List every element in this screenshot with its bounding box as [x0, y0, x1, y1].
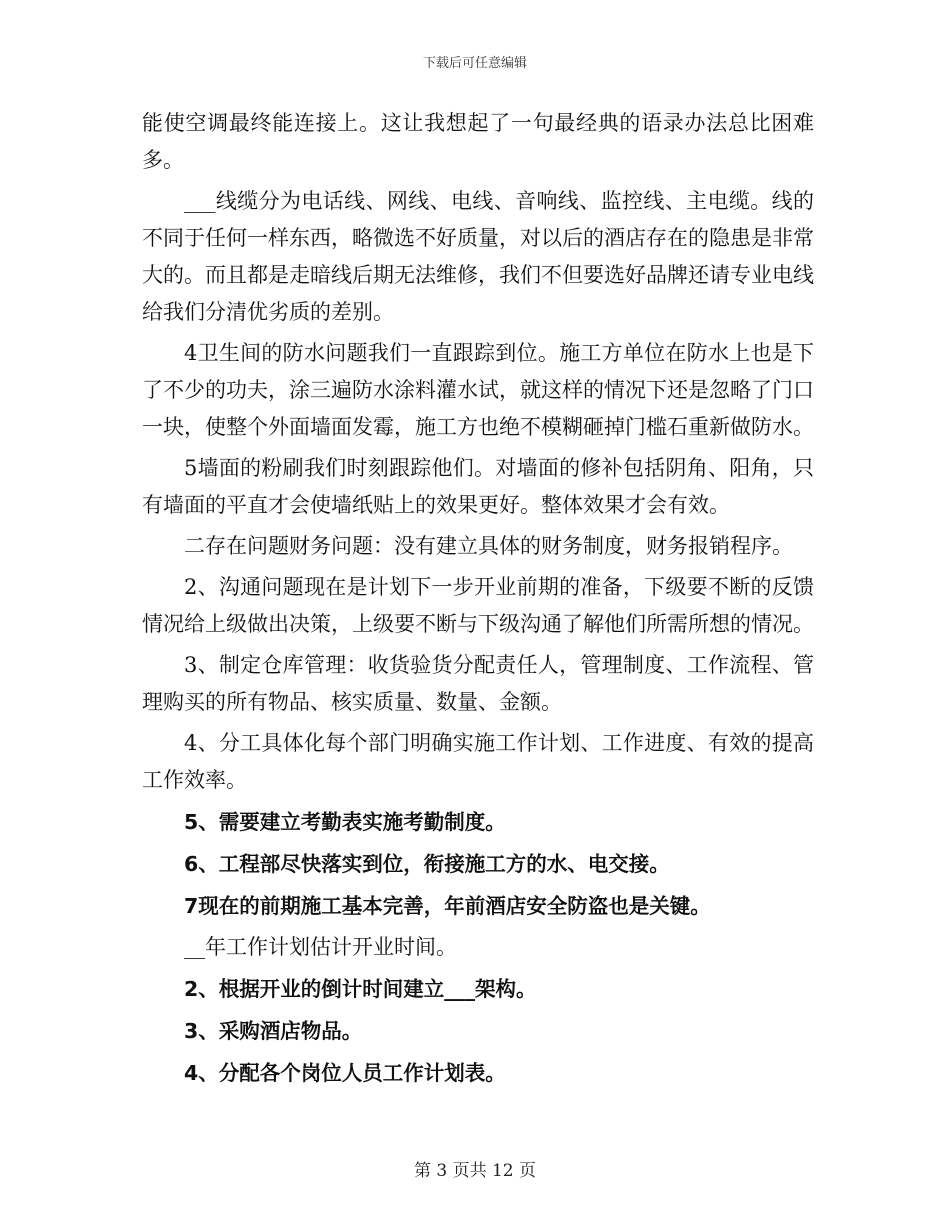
paragraph-11: 7现在的前期施工基本完善，年前酒店安全防盗也是关键。 — [184, 894, 711, 918]
blank-line: ___ — [444, 977, 476, 1001]
paragraph-4: 5墙面的粉刷我们时刻跟踪他们。对墙面的修补包括阴角、阳角，只有墙面的平直才会使墙纸贴上的效果更好。整体效果才会有效。 — [142, 456, 814, 517]
paragraph-6: 2、沟通问题现在是计划下一步开业前期的准备，下级要不断的反馈情况给上级做出决策，上级要不断与下级沟通了解他们所需所想的情况。 — [142, 575, 814, 636]
paragraph-7: 3、制定仓库管理：收货验货分配责任人，管理制度、工作流程、管理购买的所有物品、核实质量、数量、金额。 — [142, 653, 814, 714]
paragraph-3: 4卫生间的防水问题我们一直跟踪到位。施工方单位在防水上也是下了不少的功夫，涂三遍防水涂料灌水试，就这样的情况下还是忽略了门口一块，使整个外面墙面发霉，施工方也绝不模糊砸掉门槛石重新做防水。 — [142, 341, 814, 439]
blank-line: ___ — [184, 189, 216, 213]
document-body — [142, 105, 814, 1092]
paragraph-10: 6、工程部尽快落实到位，衔接施工方的水、电交接。 — [184, 852, 670, 876]
paragraph-13 — [142, 970, 814, 1008]
paragraph-12-text: 年工作计划估计开业时间。 — [205, 935, 457, 959]
paragraph-15: 4、分配各个岗位人员工作计划表。 — [184, 1061, 506, 1085]
paragraph-14: 3、采购酒店物品。 — [184, 1019, 363, 1043]
paragraph-2-text: 线缆分为电话线、网线、电线、音响线、监控线、主电缆。线的不同于任何一样东西，略微选不好质量，对以后的酒店存在的隐患是非常大的。而且都是走暗线后期无法维修，我们不但要选好品牌还请专业电线给我们分清优劣质的差别。 — [142, 189, 814, 324]
paragraph-13-text-b: 架构。 — [475, 977, 537, 1001]
paragraph-1: 能使空调最终能连接上。这让我想起了一句最经典的语录办法总比困难多。 — [142, 111, 814, 172]
paragraph-12 — [142, 929, 814, 966]
paragraph-2 — [142, 183, 814, 331]
paragraph-8: 4、分工具体化每个部门明确实施工作计划、工作进度、有效的提高工作效率。 — [142, 731, 814, 792]
paragraph-13-text-a: 2、根据开业的倒计时间建立 — [184, 977, 445, 1001]
page-footer: 第 3 页共 12 页 — [413, 1161, 537, 1181]
paragraph-9: 5、需要建立考勤表实施考勤制度。 — [184, 810, 506, 834]
paragraph-5: 二存在问题财务问题：没有建立具体的财务制度，财务报销程序。 — [184, 534, 793, 558]
blank-line: __ — [184, 935, 205, 959]
page-header: 下载后可任意编辑 — [422, 56, 527, 71]
